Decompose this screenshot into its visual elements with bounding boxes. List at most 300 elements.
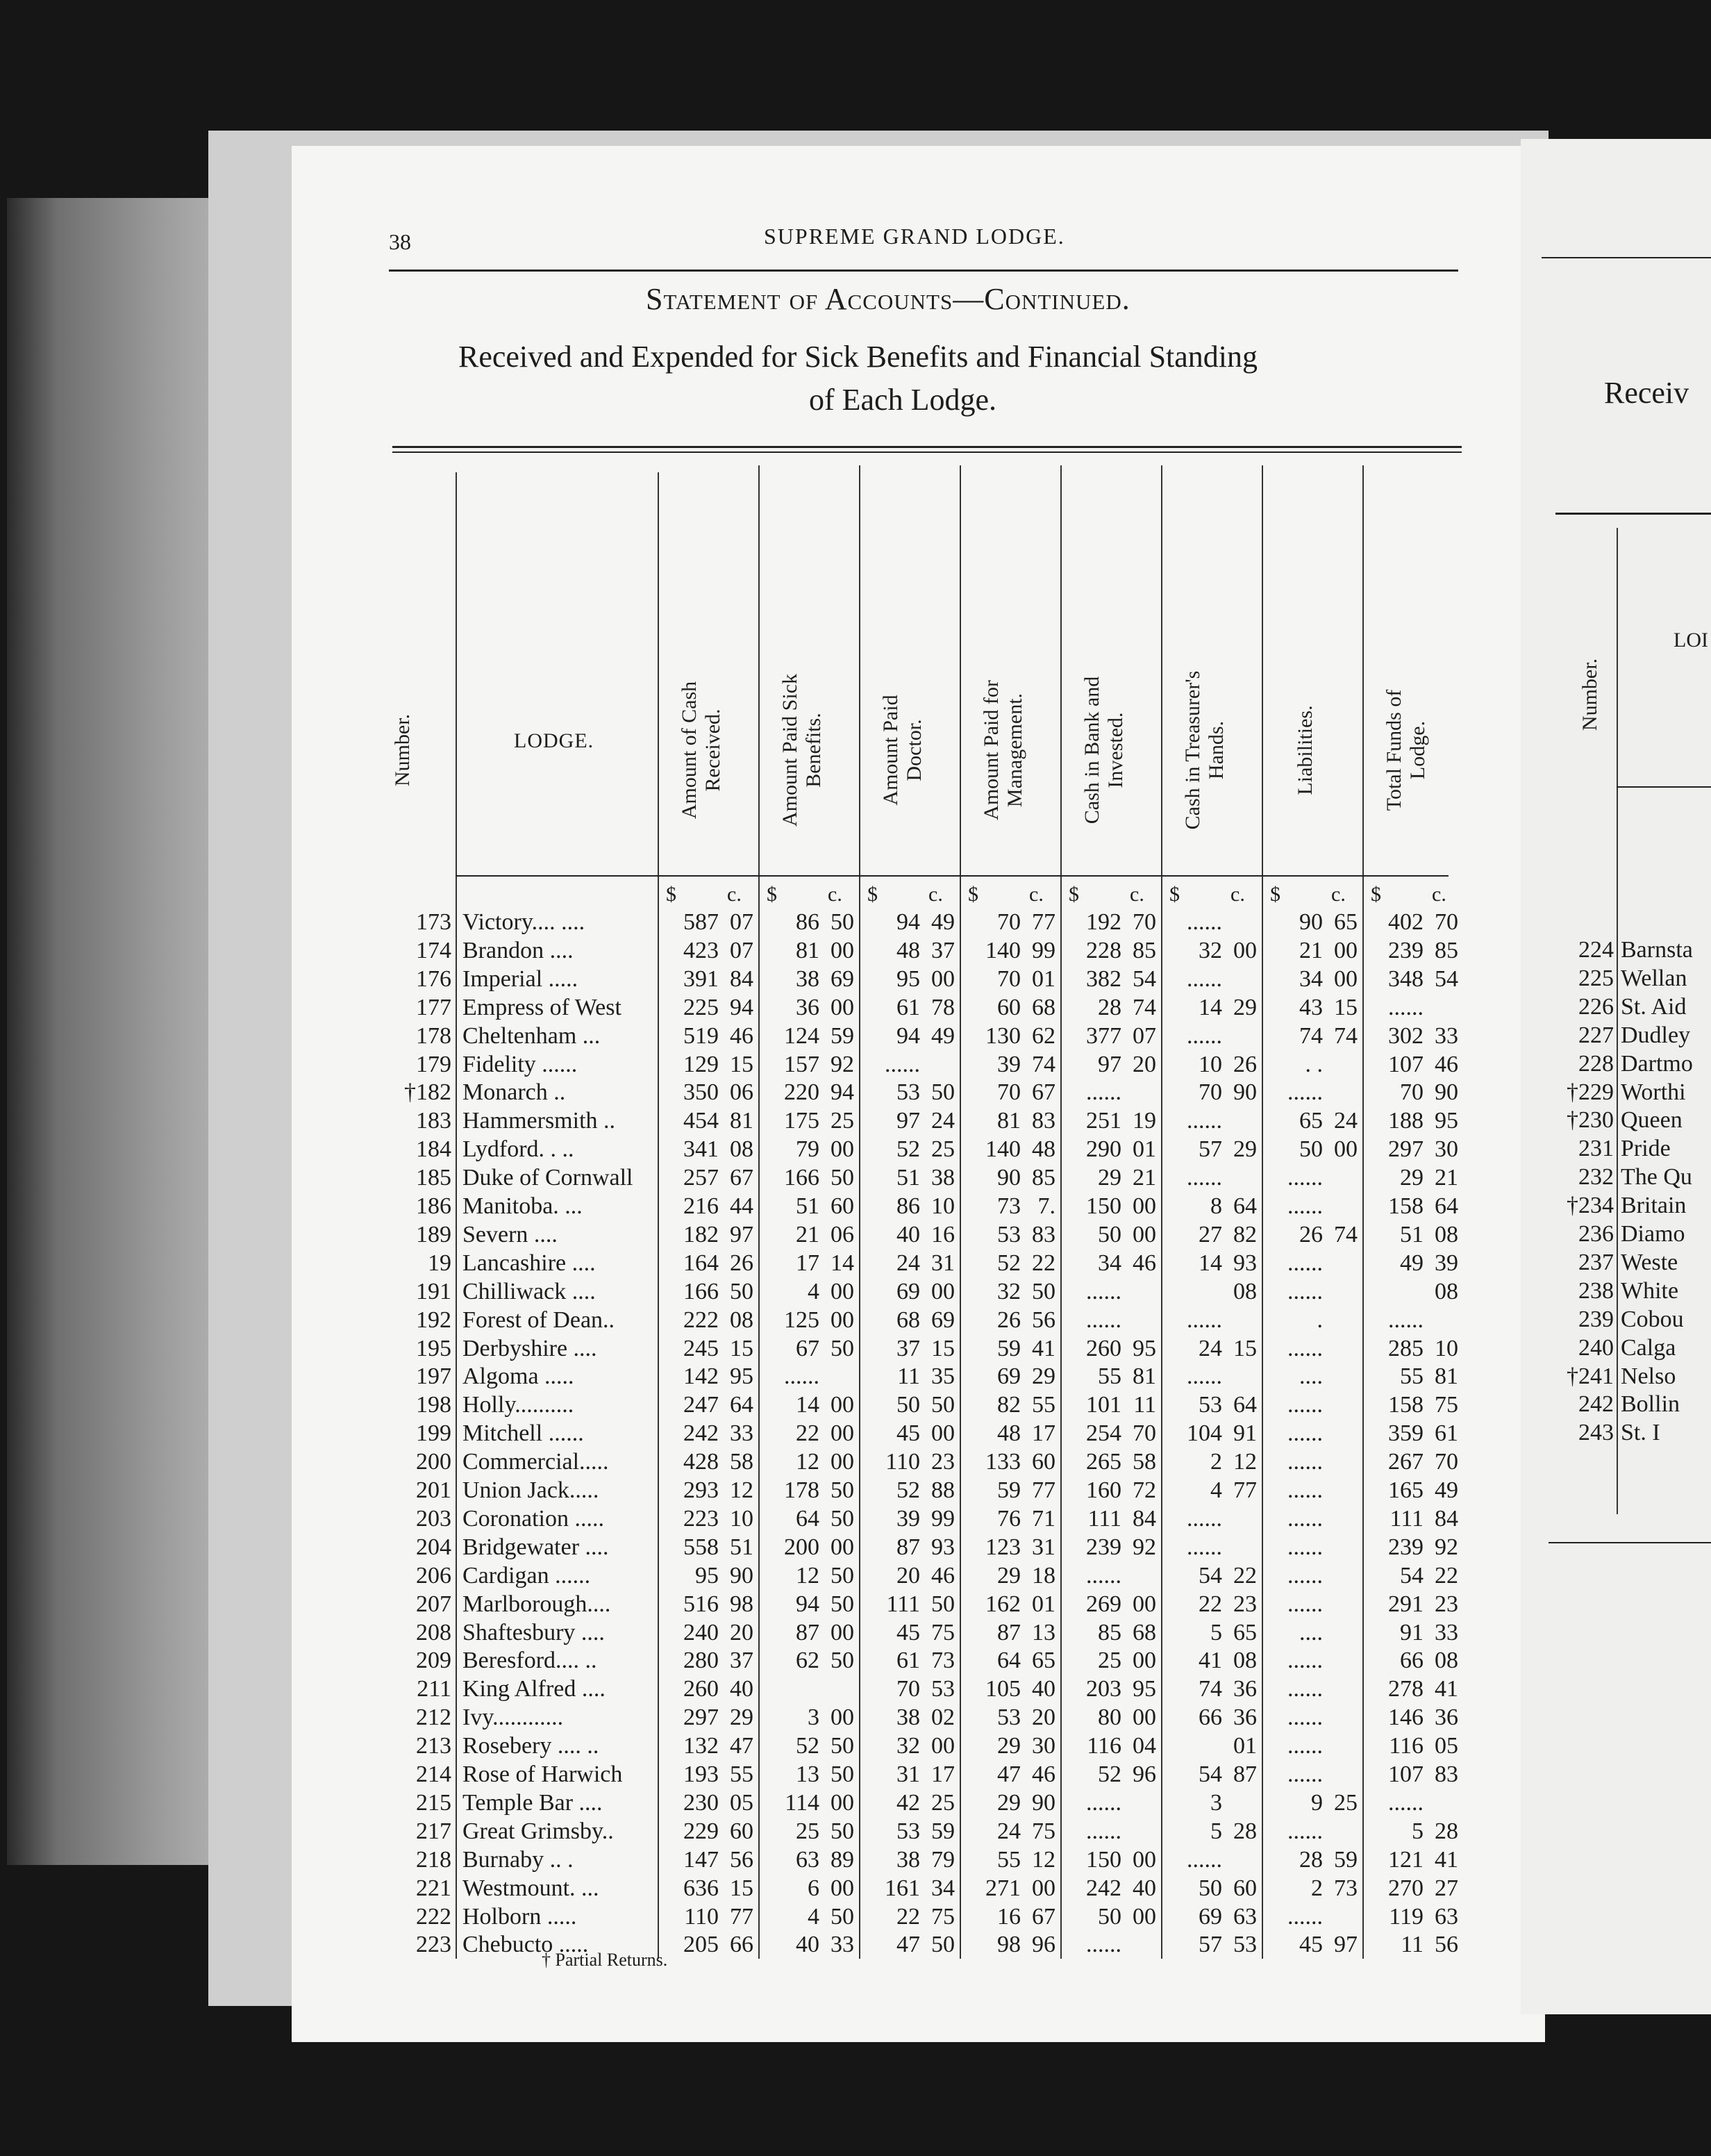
amount-dollars: 86 (896, 1193, 920, 1219)
amount-dollars: . . (1305, 1051, 1323, 1077)
amount-dollars: 5 (1210, 1818, 1222, 1844)
amount-dollars: 12 (796, 1449, 819, 1475)
amount-cents: 73 (931, 1648, 955, 1674)
amount-dollars: 260 (1086, 1335, 1121, 1361)
table-row (292, 1221, 1545, 1249)
amount-dollars: 341 (683, 1136, 719, 1163)
amount-cents: 05 (730, 1789, 753, 1816)
amount-dollars: 47 (997, 1761, 1021, 1787)
right-row-number: 236 (1578, 1221, 1614, 1247)
amount-cents: 25 (931, 1789, 955, 1816)
amount-dollars: 57 (1199, 1136, 1222, 1163)
amount-dollars: 203 (1086, 1676, 1121, 1702)
amount-cents: 94 (730, 994, 753, 1020)
amount-dollars: 97 (1098, 1051, 1121, 1077)
amount-cents: 00 (1334, 965, 1358, 992)
dollar-sign: $ (1069, 883, 1079, 906)
amount-cents: 44 (730, 1193, 753, 1219)
amount-dollars: 53 (896, 1818, 920, 1844)
amount-dollars: 133 (985, 1449, 1021, 1475)
lodge-name: Temple Bar .... (462, 1789, 603, 1816)
amount-cents: 36 (1435, 1705, 1458, 1731)
amount-dollars: 240 (683, 1619, 719, 1645)
lodge-name: Duke of Cornwall (462, 1165, 633, 1191)
right-lodge-name: Weste (1621, 1249, 1678, 1275)
amount-dollars: 291 (1388, 1591, 1424, 1617)
amount-cents: 07 (1133, 1022, 1156, 1049)
right-row-number: 237 (1578, 1249, 1614, 1275)
amount-cents: 89 (831, 1846, 854, 1873)
amount-dollars: 57 (1199, 1932, 1222, 1958)
header-treasurer: Cash in Treasurer's Hands. (1181, 670, 1228, 830)
row-number: 200 (416, 1449, 451, 1475)
row-number: 221 (416, 1875, 451, 1901)
amount-cents: 64 (1233, 1193, 1257, 1219)
amount-dollars: 28 (1299, 1846, 1323, 1873)
table-row (292, 1107, 1545, 1135)
amount-cents: 46 (1032, 1761, 1055, 1787)
amount-cents: 58 (1133, 1449, 1156, 1475)
right-table-row (1521, 1050, 1711, 1078)
table-row (292, 1675, 1545, 1703)
lodge-name: Chilliwack .... (462, 1278, 596, 1304)
amount-cents: 88 (931, 1477, 955, 1503)
header-bank: Cash in Bank and Invested. (1080, 676, 1127, 824)
amount-dollars: 166 (683, 1278, 719, 1304)
amount-cents: 20 (730, 1619, 753, 1645)
amount-cents: 46 (931, 1562, 955, 1589)
amount-dollars: 25 (1098, 1648, 1121, 1674)
amount-cents: 00 (831, 1278, 854, 1304)
right-row-number: 242 (1578, 1391, 1614, 1418)
amount-dollars: 178 (784, 1477, 819, 1503)
amount-dollars: 51 (896, 1165, 920, 1191)
amount-dollars: 165 (1388, 1477, 1424, 1503)
amount-cents: 48 (1032, 1136, 1055, 1163)
table-row (292, 1591, 1545, 1618)
amount-dollars: 70 (997, 909, 1021, 935)
amount-dollars: 22 (896, 1903, 920, 1930)
amount-dollars: 265 (1086, 1449, 1121, 1475)
amount-dollars: 64 (796, 1505, 819, 1532)
amount-cents: 77 (1032, 909, 1055, 935)
amount-cents: 67 (730, 1165, 753, 1191)
amount-cents: 00 (831, 937, 854, 963)
amount-dollars: 297 (683, 1705, 719, 1731)
amount-cents: 19 (1133, 1108, 1156, 1134)
amount-cents: 00 (931, 965, 955, 992)
amount-dollars: 269 (1086, 1591, 1121, 1617)
amount-cents: 00 (1133, 1705, 1156, 1731)
amount-cents: 74 (1032, 1051, 1055, 1077)
amount-dollars: 223 (683, 1505, 719, 1532)
amount-cents: 00 (831, 1705, 854, 1731)
row-number: 213 (416, 1733, 451, 1759)
amount-cents: 50 (931, 1392, 955, 1418)
header-cash-received: Amount of Cash Received. (678, 681, 724, 820)
amount-cents: 16 (931, 1221, 955, 1247)
amount-dollars: 192 (1086, 909, 1121, 935)
right-page (1521, 139, 1711, 2014)
amount-cents: 92 (1435, 1534, 1458, 1560)
amount-dollars: 39 (896, 1505, 920, 1532)
amount-dollars: 123 (985, 1534, 1021, 1560)
amount-dollars: .... (1299, 1619, 1323, 1645)
lodge-name: Westmount. ... (462, 1875, 599, 1901)
amount-dollars: ...... (1287, 1534, 1323, 1560)
right-header-lodge: LOI (1674, 629, 1708, 652)
amount-dollars: 82 (997, 1392, 1021, 1418)
amount-cents: 00 (831, 1875, 854, 1901)
amount-cents: 00 (931, 1278, 955, 1304)
table-row (292, 1391, 1545, 1419)
amount-cents: 90 (730, 1562, 753, 1589)
amount-dollars: 81 (997, 1108, 1021, 1134)
amount-dollars: 239 (1086, 1534, 1121, 1560)
amount-dollars: 129 (683, 1051, 719, 1077)
amount-cents: 08 (730, 1136, 753, 1163)
amount-cents: 23 (931, 1449, 955, 1475)
right-lodge-name: Cobou (1621, 1306, 1684, 1332)
right-table-row (1521, 1163, 1711, 1191)
amount-dollars: ...... (1187, 965, 1222, 992)
right-lodge-name: Barnsta (1621, 937, 1693, 963)
amount-dollars: 69 (896, 1278, 920, 1304)
amount-dollars: 278 (1388, 1676, 1424, 1702)
amount-dollars: 132 (683, 1733, 719, 1759)
amount-dollars: 32 (997, 1278, 1021, 1304)
amount-dollars: 391 (683, 965, 719, 992)
amount-dollars: 48 (896, 937, 920, 963)
amount-dollars: 52 (1098, 1761, 1121, 1787)
amount-cents: 50 (730, 1278, 753, 1304)
amount-dollars: 65 (1299, 1108, 1323, 1134)
right-lodge-name: Worthi (1621, 1079, 1686, 1105)
table-row (292, 1619, 1545, 1647)
amount-cents: 01 (1233, 1733, 1257, 1759)
amount-cents: 00 (831, 1534, 854, 1560)
amount-dollars: 74 (1299, 1022, 1323, 1049)
amount-dollars: 271 (985, 1875, 1021, 1901)
amount-cents: 46 (730, 1022, 753, 1049)
row-number: 179 (416, 1051, 451, 1077)
amount-dollars: 9 (1311, 1789, 1323, 1816)
amount-cents: 84 (1133, 1505, 1156, 1532)
running-head: SUPREME GRAND LODGE. (764, 224, 1065, 249)
amount-dollars: 142 (683, 1363, 719, 1390)
amount-cents: 25 (1334, 1789, 1358, 1816)
amount-cents: 37 (931, 937, 955, 963)
amount-dollars: 70 (997, 965, 1021, 992)
amount-cents: 84 (730, 965, 753, 992)
amount-cents: 96 (1032, 1932, 1055, 1958)
amount-cents: 01 (1133, 1136, 1156, 1163)
amount-cents: 85 (1133, 937, 1156, 963)
amount-cents: 68 (1133, 1619, 1156, 1645)
amount-cents: 29 (1233, 1136, 1257, 1163)
dollar-sign: $ (666, 883, 676, 906)
amount-cents: 23 (1233, 1591, 1257, 1617)
amount-dollars: 228 (1086, 937, 1121, 963)
amount-cents: 55 (730, 1761, 753, 1787)
header-management: Amount Paid for Management. (980, 680, 1026, 820)
amount-dollars: 10 (1199, 1051, 1222, 1077)
amount-dollars: 229 (683, 1818, 719, 1844)
row-number: 223 (416, 1932, 451, 1958)
table-row (292, 937, 1545, 965)
cents-sign: c. (1432, 883, 1446, 906)
amount-dollars: 29 (997, 1562, 1021, 1589)
amount-cents: 84 (1435, 1505, 1458, 1532)
cents-sign: c. (1130, 883, 1144, 906)
amount-cents: 30 (1032, 1733, 1055, 1759)
amount-dollars: 3 (1210, 1789, 1222, 1816)
amount-cents: 60 (1032, 1449, 1055, 1475)
amount-cents: 50 (931, 1591, 955, 1617)
header-bottom-rule (456, 875, 1449, 877)
amount-dollars: ...... (1287, 1079, 1323, 1106)
amount-dollars: 14 (796, 1392, 819, 1418)
amount-cents: 54 (1435, 965, 1458, 992)
dollar-sign: $ (1371, 883, 1381, 906)
amount-dollars: 239 (1388, 937, 1424, 963)
amount-cents: 30 (1435, 1136, 1458, 1163)
amount-cents: 15 (730, 1051, 753, 1077)
amount-cents: 74 (1334, 1221, 1358, 1247)
amount-cents: 02 (931, 1705, 955, 1731)
amount-dollars: 121 (1388, 1846, 1424, 1873)
amount-cents: 95 (1435, 1108, 1458, 1134)
amount-dollars: 90 (997, 1165, 1021, 1191)
amount-dollars: ...... (1287, 1903, 1323, 1930)
amount-cents: 08 (1435, 1648, 1458, 1674)
right-lodge-name: Dartmo (1621, 1050, 1693, 1077)
amount-cents: 15 (1334, 994, 1358, 1020)
amount-cents: 34 (931, 1875, 955, 1901)
lodge-name: Derbyshire .... (462, 1335, 597, 1361)
amount-dollars: 188 (1388, 1108, 1424, 1134)
amount-dollars: 22 (1199, 1591, 1222, 1617)
amount-cents: 50 (831, 1477, 854, 1503)
amount-dollars: 22 (796, 1420, 819, 1447)
amount-dollars: 52 (896, 1136, 920, 1163)
table-row (292, 1903, 1545, 1931)
amount-cents: 70 (1133, 1420, 1156, 1447)
amount-dollars: 428 (683, 1449, 719, 1475)
amount-cents: 00 (831, 994, 854, 1020)
row-number: 197 (416, 1363, 451, 1390)
cents-sign: c. (1230, 883, 1245, 906)
amount-cents: 95 (1133, 1335, 1156, 1361)
amount-dollars: 53 (997, 1221, 1021, 1247)
amount-cents: 21 (1435, 1165, 1458, 1191)
amount-dollars: ...... (1086, 1278, 1121, 1304)
header-sick-benefits: Amount Paid Sick Benefits. (778, 673, 825, 827)
table-row (292, 1875, 1545, 1902)
lodge-name: Algoma ..... (462, 1363, 574, 1390)
amount-cents: 74 (1334, 1022, 1358, 1049)
amount-dollars: 63 (796, 1846, 819, 1873)
cents-sign: c. (928, 883, 943, 906)
amount-dollars: 558 (683, 1534, 719, 1560)
right-table-row (1521, 1249, 1711, 1277)
amount-cents: 50 (831, 1818, 854, 1844)
row-number: 207 (416, 1591, 451, 1617)
right-lodge-name: Diamo (1621, 1221, 1685, 1247)
amount-dollars: 54 (1199, 1761, 1222, 1787)
amount-dollars: 50 (1098, 1221, 1121, 1247)
amount-dollars: 267 (1388, 1449, 1424, 1475)
amount-dollars: 280 (683, 1648, 719, 1674)
header-doctor: Amount Paid Doctor. (879, 695, 926, 806)
amount-dollars: 162 (985, 1591, 1021, 1617)
amount-cents: 67 (1032, 1903, 1055, 1930)
amount-dollars: .... (1299, 1363, 1323, 1390)
right-lodge-name: Wellan (1621, 965, 1687, 991)
cents-sign: c. (727, 883, 742, 906)
right-row-number: 239 (1578, 1306, 1614, 1332)
table-top-rule-2 (392, 451, 1462, 453)
amount-dollars: 8 (1210, 1193, 1222, 1219)
amount-dollars: ...... (1388, 994, 1424, 1020)
table-row (292, 1164, 1545, 1192)
row-number: 218 (416, 1846, 451, 1873)
amount-dollars: 40 (796, 1932, 819, 1958)
dollar-sign: $ (968, 883, 978, 906)
amount-dollars: 247 (683, 1392, 719, 1418)
amount-dollars: 111 (1087, 1505, 1121, 1532)
amount-cents: 10 (1435, 1335, 1458, 1361)
amount-dollars: ...... (1187, 1307, 1222, 1333)
amount-dollars: 251 (1086, 1108, 1121, 1134)
amount-dollars: ...... (1287, 1761, 1323, 1787)
amount-cents: 95 (1133, 1676, 1156, 1702)
right-table-row (1521, 1277, 1711, 1305)
amount-cents: 12 (730, 1477, 753, 1503)
amount-cents: 00 (1133, 1648, 1156, 1674)
amount-cents: 08 (1233, 1648, 1257, 1674)
amount-dollars: ...... (1086, 1079, 1121, 1106)
amount-dollars: 39 (997, 1051, 1021, 1077)
amount-dollars: 45 (1299, 1932, 1323, 1958)
amount-dollars: 166 (784, 1165, 819, 1191)
amount-dollars: 111 (886, 1591, 920, 1617)
table-row (292, 965, 1545, 993)
lodge-name: Severn .... (462, 1221, 558, 1247)
amount-dollars: 119 (1389, 1903, 1424, 1930)
amount-cents: 29 (1233, 994, 1257, 1020)
amount-cents: 79 (931, 1846, 955, 1873)
amount-cents: 61 (1435, 1420, 1458, 1447)
table-row (292, 1477, 1545, 1504)
amount-dollars: 587 (683, 909, 719, 935)
amount-cents: 00 (931, 1733, 955, 1759)
amount-cents: 82 (1233, 1221, 1257, 1247)
amount-cents: 00 (1133, 1903, 1156, 1930)
amount-dollars: 94 (796, 1591, 819, 1617)
amount-cents: 07 (730, 937, 753, 963)
right-lodge-name: St. I (1621, 1420, 1660, 1446)
amount-dollars: 242 (1086, 1875, 1121, 1901)
right-table-row (1521, 1022, 1711, 1050)
amount-dollars: 73 (997, 1193, 1021, 1219)
amount-cents: 25 (831, 1108, 854, 1134)
amount-cents: 11 (1133, 1392, 1156, 1418)
row-number: 176 (416, 965, 451, 992)
amount-cents: 78 (931, 994, 955, 1020)
amount-dollars: 50 (896, 1392, 920, 1418)
amount-cents: 97 (730, 1221, 753, 1247)
amount-cents: 33 (730, 1420, 753, 1447)
row-number: 215 (416, 1789, 451, 1816)
amount-dollars: 285 (1388, 1335, 1424, 1361)
amount-dollars: 29 (997, 1733, 1021, 1759)
amount-cents: 17 (1032, 1420, 1055, 1447)
amount-cents: 69 (931, 1307, 955, 1333)
amount-dollars: 80 (1098, 1705, 1121, 1731)
amount-dollars: 53 (1199, 1392, 1222, 1418)
row-number: 191 (416, 1278, 451, 1304)
cents-sign: c. (828, 883, 842, 906)
right-row-number: †234 (1567, 1193, 1614, 1219)
amount-dollars: 41 (1199, 1648, 1222, 1674)
amount-cents: 59 (1334, 1846, 1358, 1873)
amount-cents: 40 (1133, 1875, 1156, 1901)
row-number: 212 (416, 1705, 451, 1731)
amount-cents: 35 (931, 1363, 955, 1390)
amount-dollars: 95 (896, 965, 920, 992)
amount-cents: 41 (1435, 1676, 1458, 1702)
row-number: 201 (416, 1477, 451, 1503)
row-number: 183 (416, 1108, 451, 1134)
amount-dollars: 49 (1400, 1250, 1424, 1276)
table-row (292, 1818, 1545, 1846)
amount-dollars: 95 (695, 1562, 719, 1589)
amount-dollars: 64 (997, 1648, 1021, 1674)
amount-dollars: 24 (896, 1250, 920, 1276)
amount-dollars: 52 (896, 1477, 920, 1503)
amount-dollars: 31 (896, 1761, 920, 1787)
right-row-number: 227 (1578, 1022, 1614, 1048)
amount-cents: 85 (1435, 937, 1458, 963)
amount-dollars: 38 (896, 1705, 920, 1731)
amount-dollars: 402 (1388, 909, 1424, 935)
amount-cents: 81 (1133, 1363, 1156, 1390)
amount-dollars: ...... (885, 1051, 920, 1077)
amount-dollars: ...... (1187, 1022, 1222, 1049)
amount-cents: 00 (1233, 937, 1257, 963)
amount-dollars: 36 (796, 994, 819, 1020)
amount-cents: 22 (1233, 1562, 1257, 1589)
amount-cents: 91 (1233, 1420, 1257, 1447)
amount-dollars: 66 (1400, 1648, 1424, 1674)
amount-dollars: 62 (796, 1648, 819, 1674)
amount-dollars: ...... (1287, 1335, 1323, 1361)
amount-dollars: 5 (1210, 1619, 1222, 1645)
lodge-name: Forest of Dean.. (462, 1307, 615, 1333)
right-title-fragment: Receiv (1604, 376, 1689, 410)
row-number: 195 (416, 1335, 451, 1361)
amount-cents: 65 (1233, 1619, 1257, 1645)
amount-dollars: 79 (796, 1136, 819, 1163)
amount-cents: 83 (1032, 1108, 1055, 1134)
amount-cents: 49 (1435, 1477, 1458, 1503)
amount-dollars: 43 (1299, 994, 1323, 1020)
head-rule (389, 270, 1458, 272)
amount-dollars: 140 (985, 1136, 1021, 1163)
amount-cents: 15 (1233, 1335, 1257, 1361)
right-lodge-name: The Qu (1621, 1164, 1692, 1191)
